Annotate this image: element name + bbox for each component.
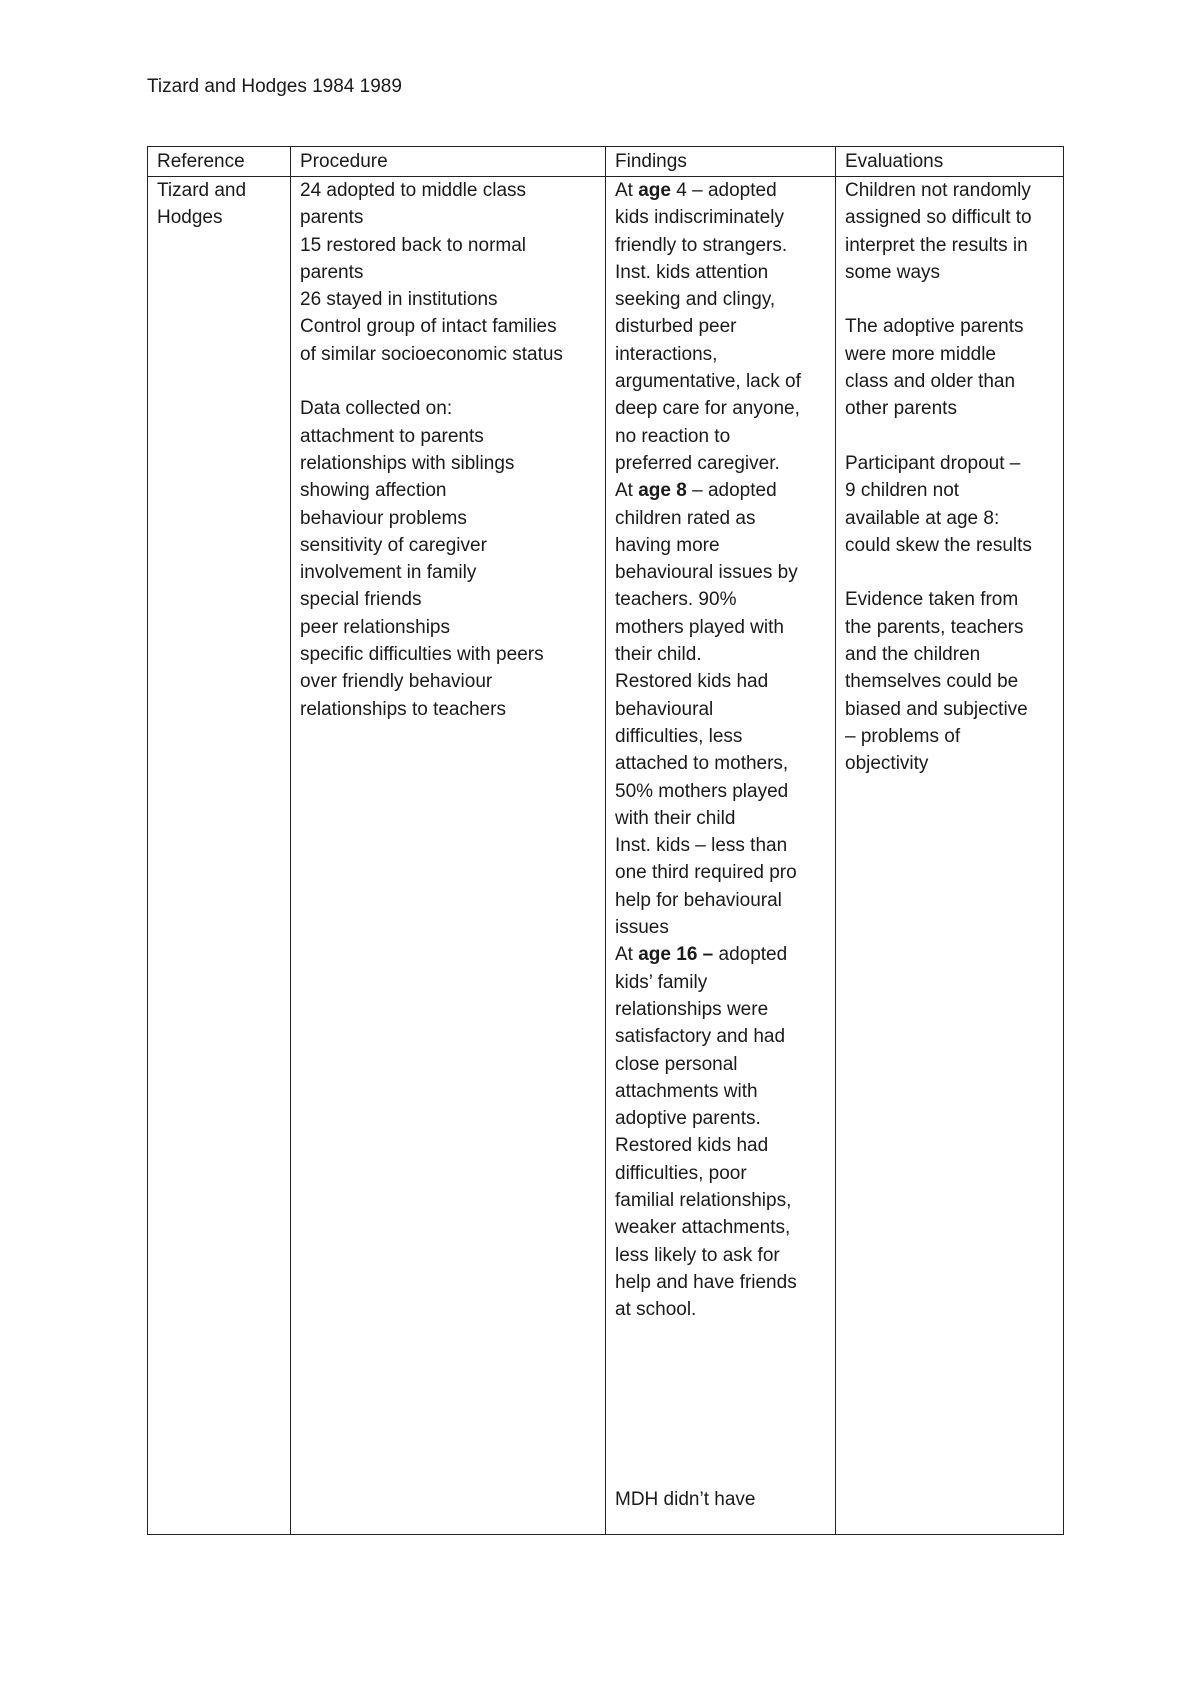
findings-line: less likely to ask for xyxy=(615,1244,780,1266)
findings-line: help for behavioural xyxy=(615,889,782,911)
procedure-line: parents xyxy=(300,261,364,283)
findings-cell xyxy=(606,177,836,1535)
findings-line: – adopted xyxy=(686,480,777,502)
procedure-line: parents xyxy=(300,207,364,229)
findings-line: deep care for anyone, xyxy=(615,398,800,420)
evaluation-line: assigned so difficult to xyxy=(845,207,1032,229)
findings-line: Inst. kids attention xyxy=(615,261,769,283)
findings-line: Inst. kids – less than xyxy=(615,835,788,857)
findings-line: mothers played with xyxy=(615,616,784,638)
data-item: relationships to teachers xyxy=(300,698,506,720)
findings-line: having more xyxy=(615,534,720,556)
findings-line: attached to mothers, xyxy=(615,753,789,775)
data-item: attachment to parents xyxy=(300,425,484,447)
findings-line: at school. xyxy=(615,1299,697,1321)
findings-line: with their child xyxy=(615,807,736,829)
findings-age16-first-line xyxy=(615,941,827,968)
evaluation-line: interpret the results in xyxy=(845,234,1028,256)
evaluation-line: other parents xyxy=(845,398,957,420)
findings-line: kids’ family xyxy=(615,971,708,993)
spacer xyxy=(845,286,1055,313)
evaluations-cell xyxy=(836,177,1064,1535)
findings-line: no reaction to xyxy=(615,425,731,447)
age4-prefix: At xyxy=(615,180,639,201)
age8-prefix: At xyxy=(615,480,639,502)
evaluation-line: the parents, teachers xyxy=(845,616,1024,638)
evaluation-paragraph xyxy=(845,177,1055,286)
procedure-line: 15 restored back to normal xyxy=(300,234,527,256)
evaluation-line: objectivity xyxy=(845,753,929,775)
findings-line: relationships were xyxy=(615,998,769,1020)
evaluation-line: class and older than xyxy=(845,371,1016,393)
age8-label: age 8 xyxy=(638,480,687,502)
findings-line: children rated as xyxy=(615,507,756,529)
reference-cell xyxy=(148,177,291,1535)
table-row xyxy=(148,177,1064,1535)
findings-line: difficulties, poor xyxy=(615,1162,747,1184)
procedure-line: Control group of intact families xyxy=(300,316,557,338)
evaluation-paragraph xyxy=(845,313,1055,422)
data-item: involvement in family xyxy=(300,562,477,584)
age16-prefix: At xyxy=(615,944,639,966)
data-item: behaviour problems xyxy=(300,507,467,529)
study-table xyxy=(147,146,1064,1535)
evaluation-paragraph xyxy=(845,586,1055,777)
spacer xyxy=(845,423,1055,450)
findings-age8-first-line xyxy=(615,477,827,504)
header-procedure: Procedure xyxy=(291,147,606,177)
findings-line: preferred caregiver. xyxy=(615,452,780,474)
findings-line: kids indiscriminately xyxy=(615,207,784,229)
findings-line: issues xyxy=(615,917,669,939)
findings-line: argumentative, lack of xyxy=(615,371,801,393)
evaluation-paragraph xyxy=(845,450,1055,559)
evaluation-line: biased and subjective xyxy=(845,698,1028,720)
data-item: specific difficulties with peers xyxy=(300,644,544,666)
data-collected-heading: Data collected on: xyxy=(300,398,453,420)
findings-line: behavioural xyxy=(615,698,714,720)
evaluation-line: some ways xyxy=(845,261,941,283)
evaluation-line: The adoptive parents xyxy=(845,316,1024,338)
findings-line: 50% mothers played xyxy=(615,780,789,802)
spacer xyxy=(845,559,1055,586)
table-header-row xyxy=(148,147,1064,177)
spacer xyxy=(300,368,597,395)
findings-line: teachers. 90% xyxy=(615,589,737,611)
findings-line: adoptive parents. xyxy=(615,1108,761,1130)
data-item: special friends xyxy=(300,589,422,611)
procedure-line: 26 stayed in institutions xyxy=(300,289,498,311)
evaluation-line: Participant dropout – xyxy=(845,452,1021,474)
age4-number: 4 xyxy=(676,180,687,201)
findings-line: Restored kids had xyxy=(615,671,769,693)
evaluation-line: 9 children not xyxy=(845,480,960,502)
reference-line: Hodges xyxy=(157,207,223,229)
data-item: sensitivity of caregiver xyxy=(300,534,487,556)
findings-line: seeking and clingy, xyxy=(615,289,776,311)
findings-line: disturbed peer xyxy=(615,316,737,338)
procedure-line: of similar socioeconomic status xyxy=(300,343,563,365)
evaluation-line: – problems of xyxy=(845,725,961,747)
findings-line: adopted xyxy=(713,944,788,966)
data-item: over friendly behaviour xyxy=(300,671,493,693)
findings-line: familial relationships, xyxy=(615,1189,792,1211)
age16-label: age 16 – xyxy=(638,944,714,966)
evaluation-line: and the children xyxy=(845,644,981,666)
findings-line: one third required pro xyxy=(615,862,797,884)
evaluation-line: Evidence taken from xyxy=(845,589,1019,611)
header-evaluations: Evaluations xyxy=(836,147,1064,177)
findings-line: help and have friends xyxy=(615,1271,797,1293)
findings-line: their child. xyxy=(615,644,702,666)
findings-line: attachments with xyxy=(615,1080,758,1102)
findings-line: satisfactory and had xyxy=(615,1026,786,1048)
findings-line: – adopted xyxy=(686,180,777,201)
evaluation-line: available at age 8: xyxy=(845,507,1000,529)
evaluation-line: Children not randomly xyxy=(845,180,1031,201)
reference-line: Tizard and xyxy=(157,180,247,201)
findings-line: Restored kids had xyxy=(615,1135,769,1157)
evaluation-line: themselves could be xyxy=(845,671,1019,693)
data-item: showing affection xyxy=(300,480,447,502)
age4-label: age xyxy=(638,180,671,201)
findings-line: difficulties, less xyxy=(615,725,743,747)
findings-line: close personal xyxy=(615,1053,738,1075)
data-item: peer relationships xyxy=(300,616,450,638)
evaluation-line: were more middle xyxy=(845,343,996,365)
findings-line: behavioural issues by xyxy=(615,562,798,584)
findings-line: weaker attachments, xyxy=(615,1217,791,1239)
header-findings: Findings xyxy=(606,147,836,177)
procedure-cell xyxy=(291,177,606,1535)
findings-line: interactions, xyxy=(615,343,718,365)
evaluation-line: could skew the results xyxy=(845,534,1032,556)
findings-line: friendly to strangers. xyxy=(615,234,788,256)
findings-tail-note: MDH didn’t have xyxy=(615,1489,756,1511)
document-title: Tizard and Hodges 1984 1989 xyxy=(147,76,402,97)
procedure-line: 24 adopted to middle class xyxy=(300,180,527,201)
data-item: relationships with siblings xyxy=(300,452,515,474)
header-reference: Reference xyxy=(148,147,291,177)
findings-age4-first-line xyxy=(615,177,827,204)
